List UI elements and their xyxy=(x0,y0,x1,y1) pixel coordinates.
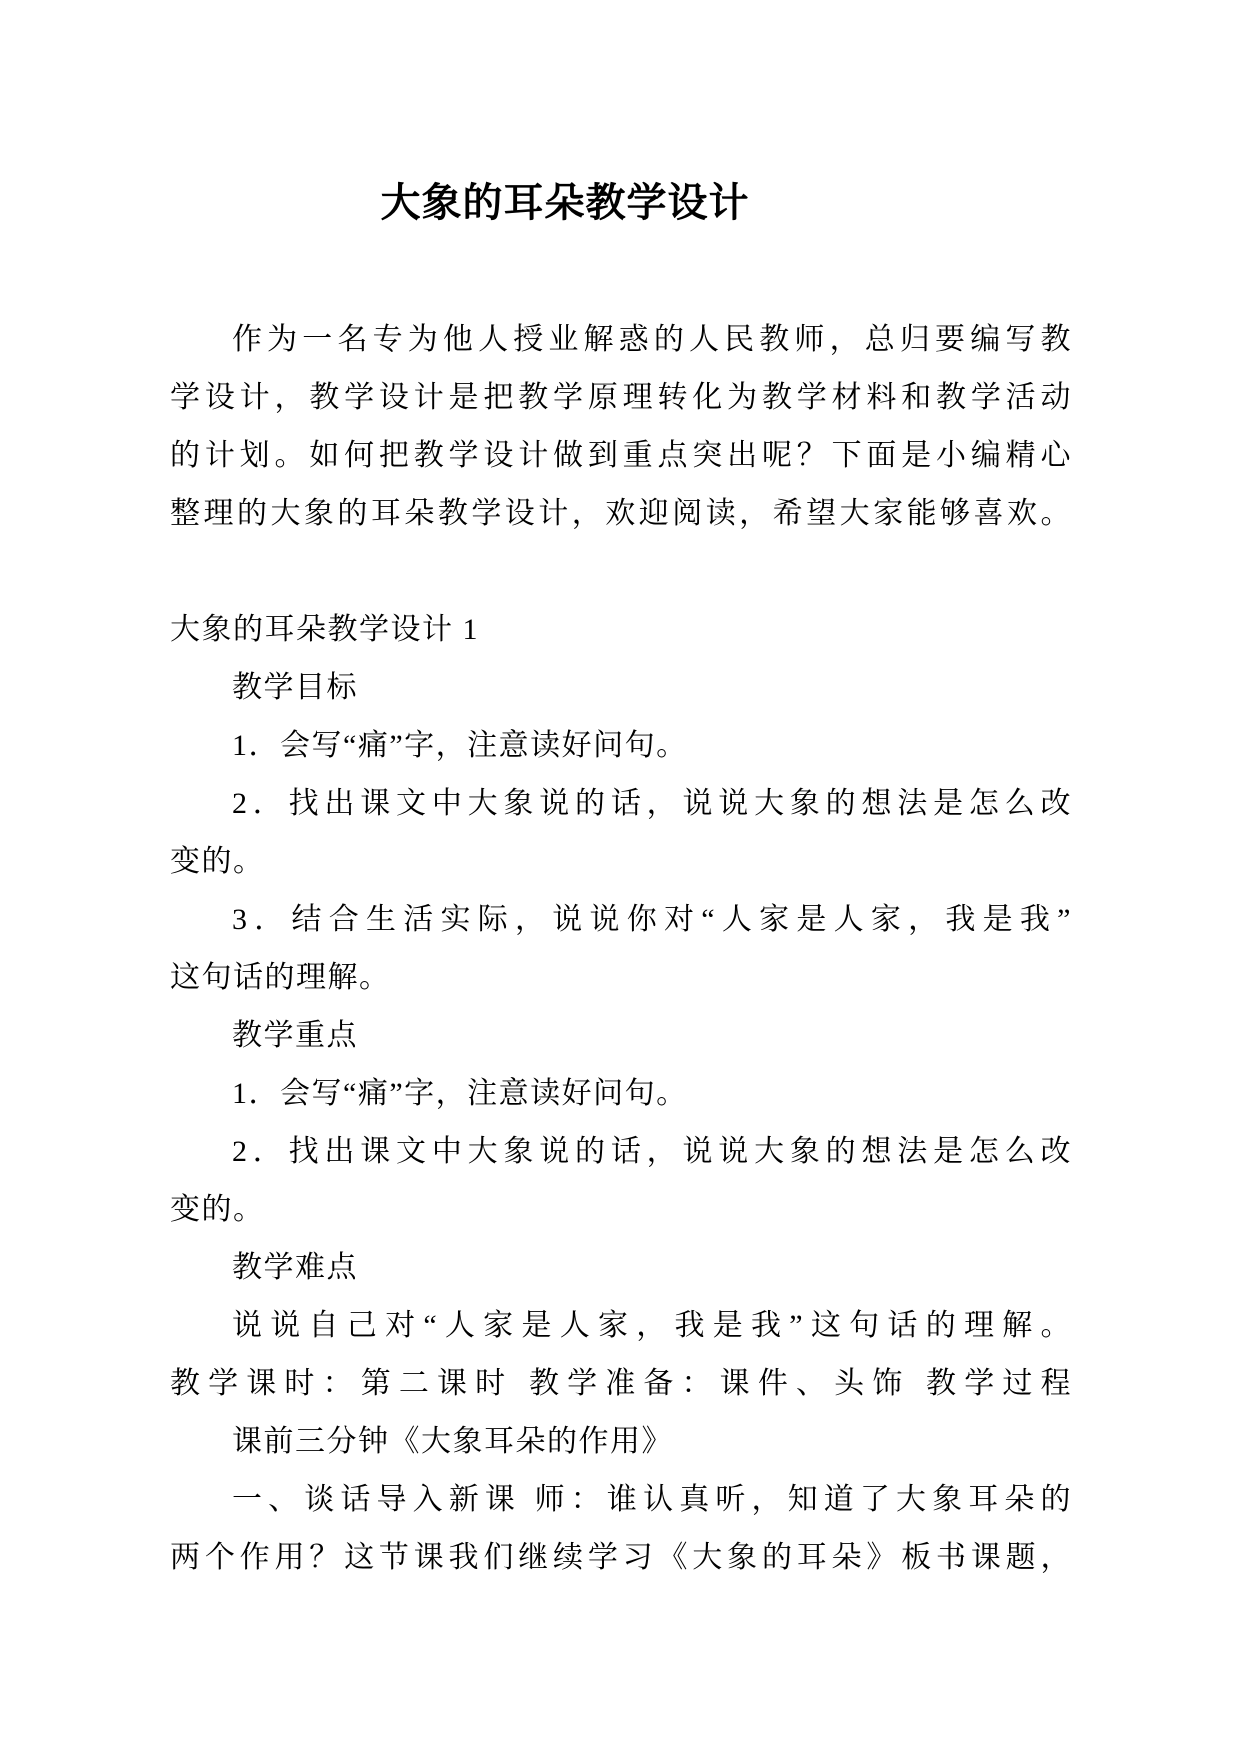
text-line: 学设计，教学设计是把教学原理转化为教学材料和教学活动 xyxy=(170,380,1072,414)
text-line: 两个作用？这节课我们继续学习《大象的耳朵》板书课题， xyxy=(170,1540,1072,1574)
text-line: 1．会写“痛”字，注意读好问句。 xyxy=(232,1076,688,1110)
text-line: 2．找出课文中大象说的话，说说大象的想法是怎么改 xyxy=(232,1134,1072,1168)
section-heading: 大象的耳朵教学设计 1 xyxy=(170,612,479,646)
subsection-heading: 教学难点 xyxy=(232,1250,358,1284)
text-line: 3．结合生活实际，说说你对“人家是人家，我是我” xyxy=(232,902,1072,936)
text-line: 2．找出课文中大象说的话，说说大象的想法是怎么改 xyxy=(232,786,1072,820)
text-line: 的计划。如何把教学设计做到重点突出呢？下面是小编精心 xyxy=(170,438,1072,472)
text-line: 说说自己对“人家是人家，我是我”这句话的理解。 xyxy=(232,1308,1072,1342)
text-line: 课前三分钟《大象耳朵的作用》 xyxy=(232,1424,673,1458)
text-line: 教学课时：第二课时 教学准备：课件、头饰 教学过程 xyxy=(170,1366,1072,1400)
blank-line xyxy=(170,543,1072,601)
text-line: 1．会写“痛”字，注意读好问句。 xyxy=(232,728,688,762)
text-line: 一、谈话导入新课 师：谁认真听，知道了大象耳朵的 xyxy=(232,1482,1072,1516)
text-line: 变的。 xyxy=(170,1192,265,1226)
subsection-heading: 教学重点 xyxy=(232,1018,358,1052)
document-title: 大象的耳朵教学设计 xyxy=(380,179,750,225)
text-line: 这句话的理解。 xyxy=(170,960,391,994)
text-line: 变的。 xyxy=(170,844,265,878)
document-body xyxy=(170,311,1072,1587)
text-line: 整理的大象的耳朵教学设计，欢迎阅读，希望大家能够喜欢。 xyxy=(170,496,1072,530)
subsection-heading: 教学目标 xyxy=(232,670,358,704)
text-line: 作为一名专为他人授业解惑的人民教师，总归要编写教 xyxy=(232,322,1072,356)
